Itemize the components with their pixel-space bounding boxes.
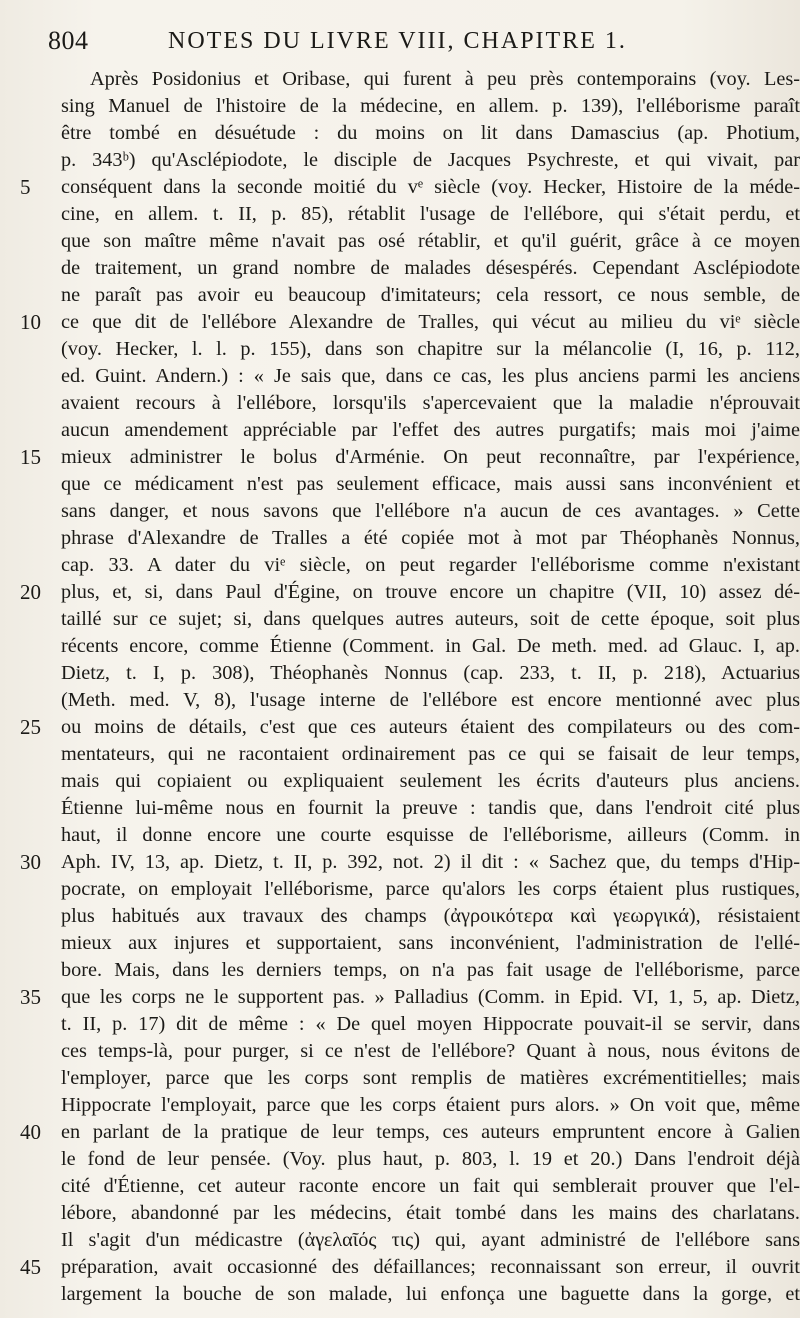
line-text: récents encore, comme Étienne (Comment. in Gal. De meth. med. ad Glauc. I, ap. [61, 635, 800, 657]
text-line [20, 768, 800, 795]
line-text: Aph. IV, 13, ap. Dietz, t. II, p. 392, not. 2) il dit : « Sachez que, du temps d'Hip- [61, 851, 800, 873]
line-text: p. 343ᵇ) qu'Asclépiodote, le disciple de Jacques Psychreste, et qui vivait, par [61, 149, 800, 171]
text-line [20, 228, 800, 255]
page-number: 804 [48, 26, 89, 55]
line-text: mais qui copiaient ou expliquaient seulement les écrits d'auteurs plus anciens. [61, 770, 800, 792]
text-line [20, 984, 800, 1011]
text-line [20, 1119, 800, 1146]
line-text: cine, en allem. t. II, p. 85), rétablit l'usage de l'ellébore, qui s'était perdu, et [61, 203, 800, 225]
text-line [20, 1254, 800, 1281]
text-line [20, 741, 800, 768]
line-text: ce que dit de l'ellébore Alexandre de Tralles, qui vécut au milieu du viᵉ siècle [61, 311, 800, 333]
line-text: Étienne lui-même nous en fournit la preuve : tandis que, dans l'endroit cité plus [61, 797, 800, 819]
text-line [20, 309, 800, 336]
page-header [48, 22, 748, 62]
line-text: sans danger, et nous savons que l'ellébore n'a aucun de ces avantages. » Cette [61, 500, 800, 522]
text-line [20, 579, 800, 606]
text-line [20, 174, 800, 201]
text-line [20, 876, 800, 903]
text-line [20, 201, 800, 228]
text-line [20, 417, 800, 444]
text-line [20, 552, 800, 579]
line-text: que son maître même n'avait pas osé rétablir, et qu'il guérit, grâce à ce moyen [61, 230, 800, 252]
line-text: Il s'agit d'un médicastre (ἀγελαῖός τις) qui, ayant administré de l'ellébore sans [61, 1229, 800, 1251]
line-text: sing Manuel de l'histoire de la médecine, en allem. p. 139), l'elléborisme paraît [61, 95, 800, 117]
text-line [20, 1146, 800, 1173]
text-line [20, 390, 800, 417]
line-text: pocrate, on employait l'elléborisme, parce qu'alors les corps étaient plus rustiques, [61, 878, 800, 900]
line-number: 25 [20, 715, 41, 739]
text-line [20, 1281, 800, 1308]
line-text: bore. Mais, dans les derniers temps, on n'a pas fait usage de l'elléborisme, parce [61, 959, 800, 981]
text-line [20, 633, 800, 660]
line-text: l'employer, parce que les corps sont remplis de matières excrémentitielles; mais [61, 1067, 800, 1089]
text-line [20, 795, 800, 822]
text-line [20, 1011, 800, 1038]
line-number: 40 [20, 1120, 41, 1144]
text-line [20, 822, 800, 849]
text-line [20, 606, 800, 633]
text-line [20, 66, 800, 93]
line-text: taillé sur ce sujet; si, dans quelques autres auteurs, soit de cette époque, soit plus [61, 608, 800, 630]
line-text: cité d'Étienne, cet auteur raconte encore un fait qui semblerait prouver que l'el- [61, 1175, 800, 1197]
text-line [20, 93, 800, 120]
line-text: ou moins de détails, c'est que ces auteurs étaient des compilateurs ou des com- [61, 716, 800, 738]
text-line [20, 849, 800, 876]
text-line [20, 498, 800, 525]
line-text: en parlant de la pratique de leur temps, ces auteurs empruntent encore à Galien [61, 1121, 800, 1143]
line-text: phrase d'Alexandre de Tralles a été copiée mot à mot par Théophanès Nonnus, [61, 527, 800, 549]
line-text: ces temps-là, pour purger, si ce n'est de l'ellébore? Quant à nous, nous évitons de [61, 1040, 800, 1062]
body-text [20, 66, 800, 1308]
line-text: Hippocrate l'employait, parce que les corps étaient purs alors. » On voit que, même [61, 1094, 800, 1116]
line-text: mentateurs, qui ne racontaient ordinairement pas ce qui se faisait de leur temps, [61, 743, 800, 765]
line-text: (Meth. med. V, 8), l'usage interne de l'ellébore est encore mentionné avec plus [61, 689, 800, 711]
text-line [20, 903, 800, 930]
text-line [20, 687, 800, 714]
line-text: préparation, avait occasionné des défaillances; reconnaissant son erreur, il ouvrit [61, 1256, 800, 1278]
line-text: plus, et, si, dans Paul d'Égine, on trouve encore un chapitre (VII, 10) assez dé- [61, 581, 800, 603]
text-line [20, 1038, 800, 1065]
line-text: mieux aux injures et supportaient, sans inconvénient, l'administration de l'ellé- [61, 932, 800, 954]
line-text: avaient recours à l'ellébore, lorsqu'ils s'apercevaient que la maladie n'éprouvait [61, 392, 800, 414]
line-text: lébore, abandonné par les médecins, était tombé dans les mains des charlatans. [61, 1202, 800, 1224]
text-line [20, 525, 800, 552]
line-text: (voy. Hecker, l. l. p. 155), dans son chapitre sur la mélancolie (I, 16, p. 112, [61, 338, 800, 360]
text-line [20, 1065, 800, 1092]
text-line [20, 444, 800, 471]
text-line [20, 957, 800, 984]
line-number: 35 [20, 985, 41, 1009]
text-line [20, 147, 800, 174]
line-text: être tombé en désuétude : du moins on lit dans Damascius (ap. Photium, [61, 122, 800, 144]
line-text: ed. Guint. Andern.) : « Je sais que, dans ce cas, les plus anciens parmi les anciens [61, 365, 800, 387]
text-line [20, 1227, 800, 1254]
line-text: Dietz, t. I, p. 308), Théophanès Nonnus (cap. 233, t. II, p. 218), Actuarius [61, 662, 800, 684]
line-number: 5 [20, 175, 31, 199]
line-text: le fond de leur pensée. (Voy. plus haut, p. 803, l. 19 et 20.) Dans l'endroit déjà [61, 1148, 800, 1170]
line-text: Après Posidonius et Oribase, qui furent à peu près contemporains (voy. Les- [90, 68, 800, 90]
text-line [20, 282, 800, 309]
line-text: ne paraît pas avoir eu beaucoup d'imitateurs; cela ressort, ce nous semble, de [61, 284, 800, 306]
text-line [20, 1173, 800, 1200]
text-line [20, 471, 800, 498]
line-text: largement la bouche de son malade, lui enfonça une baguette dans la gorge, et [61, 1283, 800, 1305]
text-line [20, 120, 800, 147]
text-line [20, 1092, 800, 1119]
text-line [20, 714, 800, 741]
line-text: que ce médicament n'est pas seulement efficace, mais aussi sans inconvénient et [61, 473, 800, 495]
line-text: conséquent dans la seconde moitié du vᵉ siècle (voy. Hecker, Histoire de la méde- [61, 176, 800, 198]
line-number: 30 [20, 850, 41, 874]
line-text: plus habitués aux travaux des champs (ἀγροικότερα καὶ γεωργικά), résistaient [61, 905, 800, 927]
text-line [20, 1200, 800, 1227]
text-line [20, 336, 800, 363]
text-line [20, 930, 800, 957]
line-text: t. II, p. 17) dit de même : « De quel moyen Hippocrate pouvait-il se servir, dans [61, 1013, 800, 1035]
line-number: 20 [20, 580, 41, 604]
line-text: haut, il donne encore une courte esquisse de l'elléborisme, ailleurs (Comm. in [61, 824, 800, 846]
line-text: aucun amendement appréciable par l'effet des autres purgatifs; mais moi j'aime [61, 419, 800, 441]
line-text: mieux administrer le bolus d'Arménie. On peut reconnaître, par l'expérience, [61, 446, 800, 468]
line-text: de traitement, un grand nombre de malades désespérés. Cependant Asclépiodote [61, 257, 800, 279]
text-line [20, 255, 800, 282]
line-text: que les corps ne le supportent pas. » Palladius (Comm. in Epid. VI, 1, 5, ap. Dietz, [61, 986, 800, 1008]
running-title: NOTES DU LIVRE VIII, CHAPITRE 1. [168, 28, 627, 54]
text-line [20, 363, 800, 390]
line-number: 15 [20, 445, 41, 469]
line-text: cap. 33. A dater du viᵉ siècle, on peut regarder l'elléborisme comme n'existant [61, 554, 800, 576]
line-number: 45 [20, 1255, 41, 1279]
text-line [20, 660, 800, 687]
line-number: 10 [20, 310, 41, 334]
